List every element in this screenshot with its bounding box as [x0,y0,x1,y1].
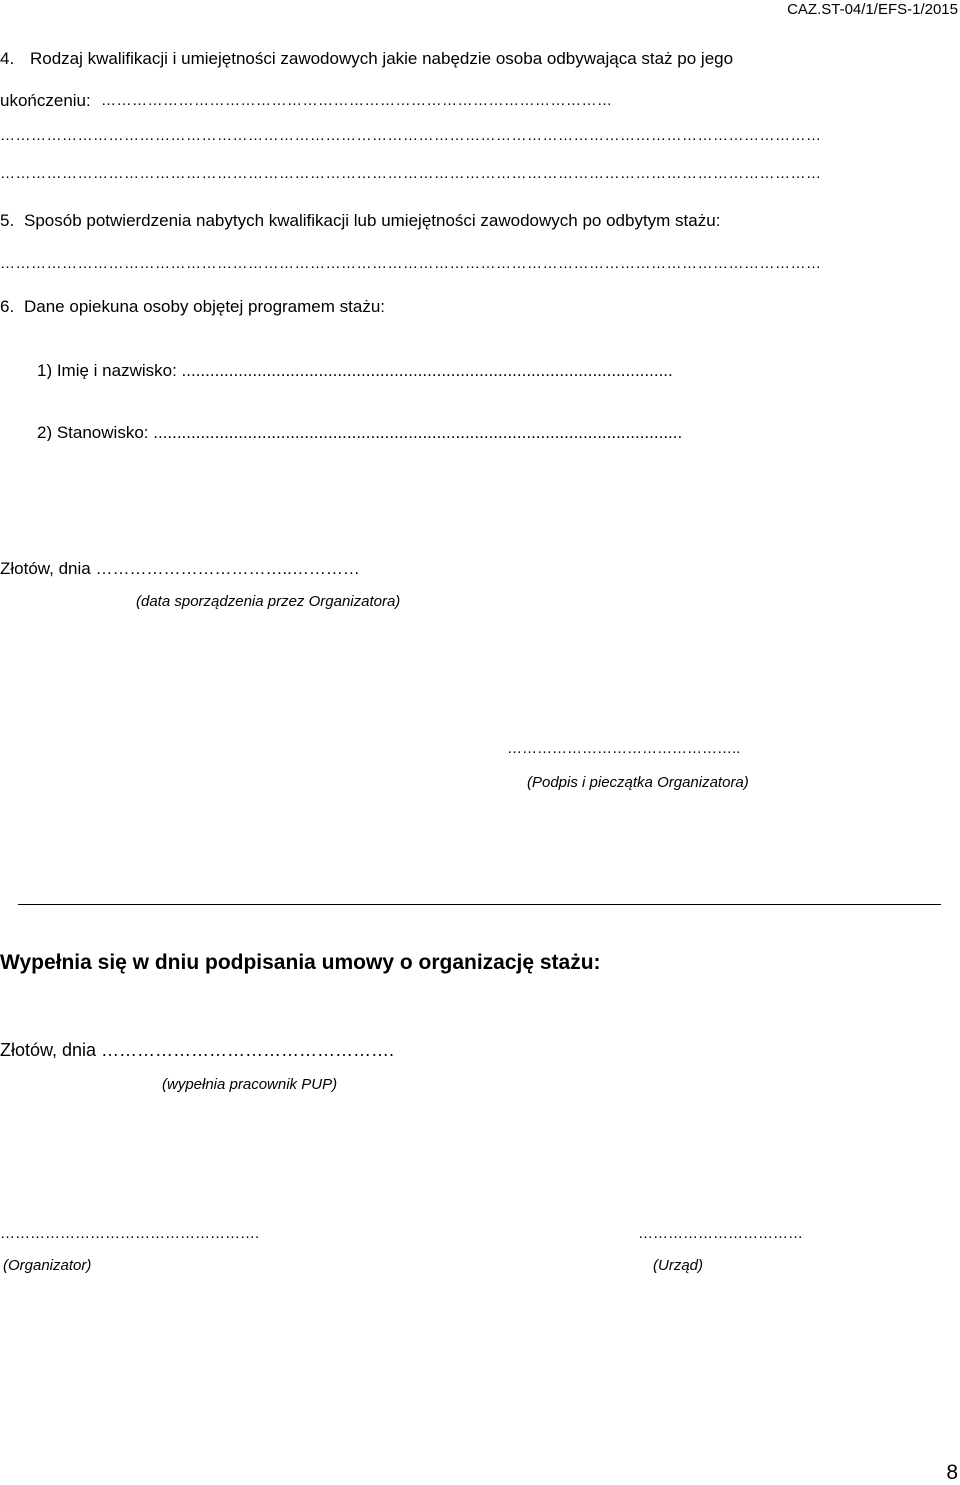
pup-date-caption: (wypełnia pracownik PUP) [162,1076,338,1093]
document-code: CAZ.ST-04/1/EFS-1/2015 [787,1,958,18]
organizer-date-caption: (data sporządzenia przez Organizatora) [136,593,401,610]
section-divider [18,904,941,905]
item-6-number: 6. [0,297,15,316]
item-4-continuation: ukończeniu: [0,91,91,110]
contract-section-heading: Wypełnia się w dniu podpisania umowy o organizację stażu: [0,951,601,974]
office-signature-line[interactable]: …………………………… [638,1225,803,1242]
item-4-answer-line-1[interactable]: ……………………………………………………………………………………… [101,93,613,108]
item-5-number: 5. [0,211,15,230]
item-4-question: Rodzaj kwalifikacji i umiejętności zawodowych jakie nabędzie osoba odbywająca staż po jego [30,49,734,68]
item-5-question: Sposób potwierdzenia nabytych kwalifikacji lub umiejętności zawodowych po odbytym stażu: [24,211,721,230]
mentor-name-field[interactable]: 1) Imię i nazwisko: ........................................................................................................ [37,362,673,379]
item-4-answer-line-2[interactable]: …………………………………………………………………………………………………………………………………………… [0,128,822,143]
item-5-answer-line[interactable]: …………………………………………………………………………………………………………………………………………… [0,256,822,271]
pup-date-field[interactable]: Złotów, dnia …………………………………………. [0,1040,395,1060]
organizer-final-signature-caption: (Organizator) [3,1257,92,1274]
organizer-date-field[interactable]: Złotów, dnia ……………………………..………… [0,559,360,578]
organizer-signature-caption: (Podpis i pieczątka Organizatora) [527,774,749,791]
item-4-answer-line-3[interactable]: …………………………………………………………………………………………………………………………………………… [0,166,822,181]
item-6-heading: Dane opiekuna osoby objętej programem stażu: [24,297,385,316]
office-signature-caption: (Urząd) [653,1257,704,1274]
organizer-signature-line[interactable]: ……………………………………….. [507,740,741,757]
page-number: 8 [946,1461,958,1484]
organizer-final-signature-line[interactable]: ……………………………………………. [0,1225,260,1242]
mentor-position-field[interactable]: 2) Stanowisko: ................................................................................................................ [37,424,683,441]
item-4-number: 4. [0,49,15,68]
